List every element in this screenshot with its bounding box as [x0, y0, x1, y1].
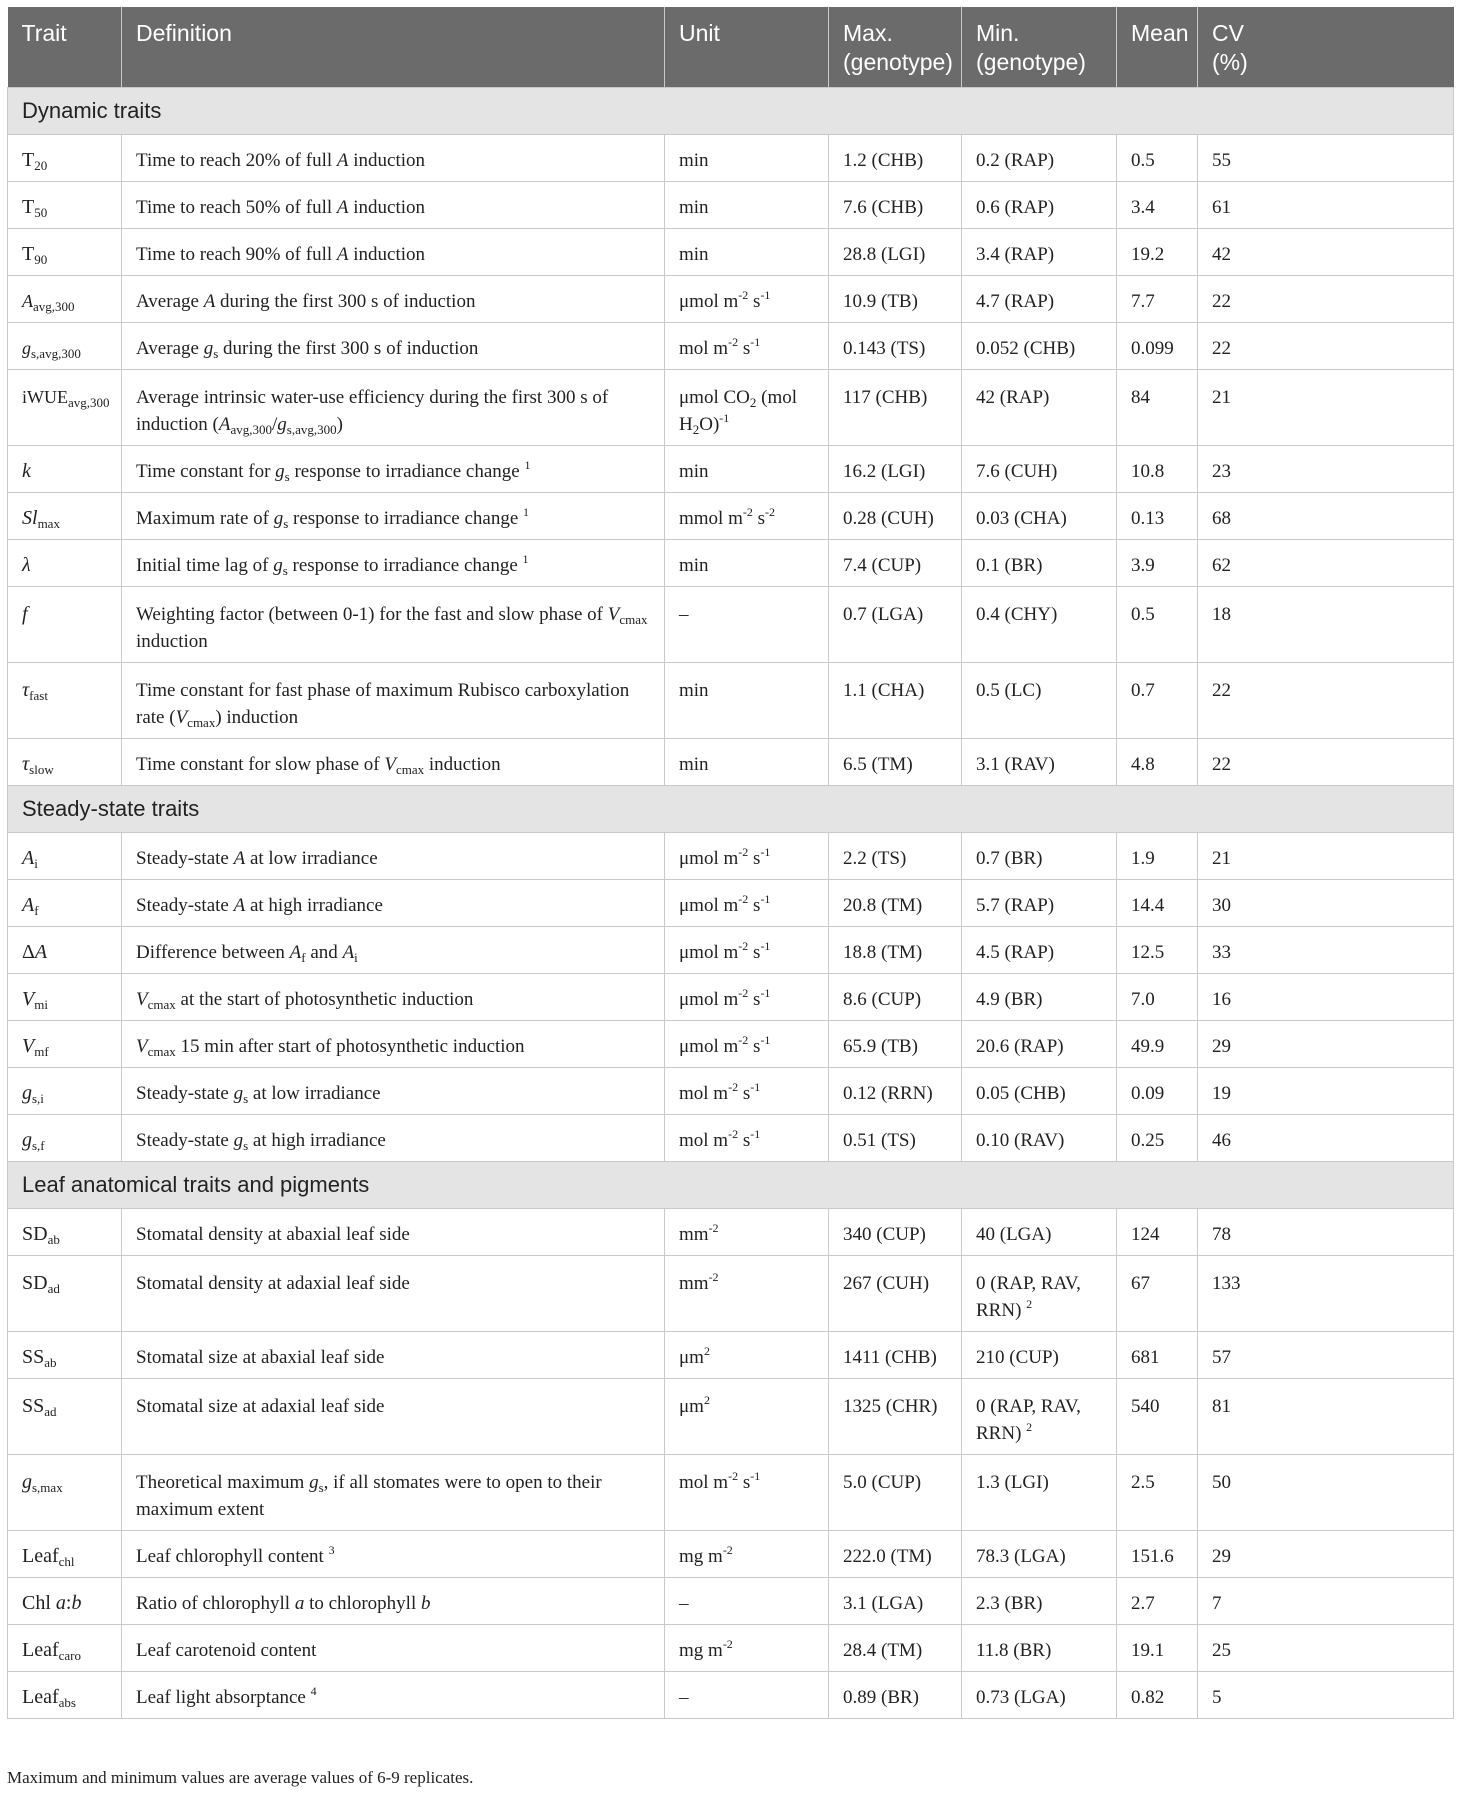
table-row	[8, 1625, 1454, 1672]
definition-cell: Time constant for slow phase of $V_{cmax}$ induction	[122, 739, 665, 786]
trait-cell: k	[8, 446, 122, 493]
unit-cell: mol $m^{-2}$ $s^{-1}$	[665, 1455, 829, 1531]
definition-cell: Steady-state A at low irradiance	[122, 833, 665, 880]
trait-cell: $SD_{ad}$	[8, 1256, 122, 1332]
mean-cell: 0.5	[1117, 135, 1198, 182]
table-row	[8, 587, 1454, 663]
max-cell: 0.28 (CUH)	[829, 493, 962, 540]
table-row	[8, 833, 1454, 880]
max-cell: 1325 (CHR)	[829, 1379, 962, 1455]
definition-cell: Average A during the first 300 s of induction	[122, 276, 665, 323]
header-row	[8, 7, 1454, 88]
trait-cell: $V_{mf}$	[8, 1021, 122, 1068]
unit-cell: μmol $m^{-2}$ $s^{-1}$	[665, 276, 829, 323]
table-row	[8, 1068, 1454, 1115]
table-row	[8, 1455, 1454, 1531]
max-cell: 20.8 (TM)	[829, 880, 962, 927]
section-title: Leaf anatomical traits and pigments	[8, 1162, 1454, 1209]
unit-cell: min	[665, 182, 829, 229]
min-cell: 3.1 (RAV)	[962, 739, 1117, 786]
table-row	[8, 927, 1454, 974]
unit-cell: min	[665, 540, 829, 587]
mean-cell: 19.1	[1117, 1625, 1198, 1672]
cv-cell: 57	[1198, 1332, 1454, 1379]
cv-cell: 42	[1198, 229, 1454, 276]
max-cell: 340 (CUP)	[829, 1209, 962, 1256]
unit-cell: μmol $m^{-2}$ $s^{-1}$	[665, 1021, 829, 1068]
unit-cell: μmol $m^{-2}$ $s^{-1}$	[665, 927, 829, 974]
mean-cell: 2.7	[1117, 1578, 1198, 1625]
max-cell: 7.6 (CHB)	[829, 182, 962, 229]
min-cell: 0.73 (LGA)	[962, 1672, 1117, 1719]
mean-cell: 3.9	[1117, 540, 1198, 587]
mean-cell: 540	[1117, 1379, 1198, 1455]
min-cell: 0.7 (BR)	[962, 833, 1117, 880]
trait-cell: $SS_{ab}$	[8, 1332, 122, 1379]
table-row	[8, 323, 1454, 370]
mean-cell: 1.9	[1117, 833, 1198, 880]
header-cell: Definition	[122, 7, 665, 88]
unit-cell: $mm^{-2}$	[665, 1256, 829, 1332]
min-cell: 0.1 (BR)	[962, 540, 1117, 587]
cv-cell: 25	[1198, 1625, 1454, 1672]
table-row	[8, 229, 1454, 276]
table-row	[8, 974, 1454, 1021]
cv-cell: 50	[1198, 1455, 1454, 1531]
mean-cell: 0.7	[1117, 663, 1198, 739]
unit-cell: mmol $m^{-2}$ $s^{-2}$	[665, 493, 829, 540]
mean-cell: 681	[1117, 1332, 1198, 1379]
table-row	[8, 739, 1454, 786]
cv-cell: 133	[1198, 1256, 1454, 1332]
min-cell: 0.10 (RAV)	[962, 1115, 1117, 1162]
cv-cell: 30	[1198, 880, 1454, 927]
cv-cell: 21	[1198, 833, 1454, 880]
cv-cell: 78	[1198, 1209, 1454, 1256]
max-cell: 117 (CHB)	[829, 370, 962, 446]
unit-cell: mol $m^{-2}$ $s^{-1}$	[665, 1115, 829, 1162]
header-cell: Max. (genotype)	[829, 7, 962, 88]
mean-cell: 0.09	[1117, 1068, 1198, 1115]
section-header-row	[8, 1162, 1454, 1209]
min-cell: 0.2 (RAP)	[962, 135, 1117, 182]
trait-cell: Leaf$_{chl}$	[8, 1531, 122, 1578]
trait-cell: $g_{s,i}$	[8, 1068, 122, 1115]
cv-cell: 22	[1198, 739, 1454, 786]
unit-cell: μmol $CO_2$ (mol $H_2O)^{-1}$	[665, 370, 829, 446]
max-cell: 10.9 (TB)	[829, 276, 962, 323]
unit-cell: min	[665, 739, 829, 786]
min-cell: 0.4 (CHY)	[962, 587, 1117, 663]
unit-cell: –	[665, 1672, 829, 1719]
cv-cell: 81	[1198, 1379, 1454, 1455]
min-cell: 4.5 (RAP)	[962, 927, 1117, 974]
cv-cell: 22	[1198, 663, 1454, 739]
trait-cell: Leaf$_{abs}$	[8, 1672, 122, 1719]
max-cell: 3.1 (LGA)	[829, 1578, 962, 1625]
header-cell: Trait	[8, 7, 122, 88]
definition-cell: Stomatal size at abaxial leaf side	[122, 1332, 665, 1379]
header-cell: Unit	[665, 7, 829, 88]
trait-summary-table-container	[7, 7, 1453, 1719]
unit-cell: μmol $m^{-2}$ $s^{-1}$	[665, 833, 829, 880]
max-cell: 28.4 (TM)	[829, 1625, 962, 1672]
max-cell: 0.7 (LGA)	[829, 587, 962, 663]
table-row	[8, 370, 1454, 446]
trait-cell: $T_{90}$	[8, 229, 122, 276]
definition-cell: Steady-state A at high irradiance	[122, 880, 665, 927]
cv-cell: 55	[1198, 135, 1454, 182]
min-cell: 11.8 (BR)	[962, 1625, 1117, 1672]
unit-cell: $\mu m^2$	[665, 1332, 829, 1379]
min-cell: 0 (RAP, RAV, RRN) $^2$	[962, 1379, 1117, 1455]
definition-cell: Stomatal density at adaxial leaf side	[122, 1256, 665, 1332]
trait-cell: $SD_{ab}$	[8, 1209, 122, 1256]
definition-cell: Time to reach 90% of full A induction	[122, 229, 665, 276]
unit-cell: –	[665, 587, 829, 663]
cv-cell: 7	[1198, 1578, 1454, 1625]
definition-cell: Average intrinsic water-use efficiency during the first 300 s of induction $(A_{avg,300}/g_{s,avg,300})$	[122, 370, 665, 446]
min-cell: 3.4 (RAP)	[962, 229, 1117, 276]
mean-cell: 0.13	[1117, 493, 1198, 540]
unit-cell: mg $m^{-2}$	[665, 1625, 829, 1672]
min-cell: 0.03 (CHA)	[962, 493, 1117, 540]
table-row	[8, 1531, 1454, 1578]
min-cell: 7.6 (CUH)	[962, 446, 1117, 493]
cv-cell: 16	[1198, 974, 1454, 1021]
max-cell: 1411 (CHB)	[829, 1332, 962, 1379]
trait-cell: iWUE$_{avg,300}$	[8, 370, 122, 446]
cv-cell: 29	[1198, 1021, 1454, 1068]
table-row	[8, 1672, 1454, 1719]
definition-cell: Stomatal density at abaxial leaf side	[122, 1209, 665, 1256]
definition-cell: $V_{cmax}$ at the start of photosynthetic induction	[122, 974, 665, 1021]
min-cell: 210 (CUP)	[962, 1332, 1117, 1379]
header-cell: CV (%)	[1198, 7, 1454, 88]
max-cell: 5.0 (CUP)	[829, 1455, 962, 1531]
header-cell: Min. (genotype)	[962, 7, 1117, 88]
trait-cell: $V_{mi}$	[8, 974, 122, 1021]
trait-cell: $\tau_{slow}$	[8, 739, 122, 786]
definition-cell: Ratio of chlorophyll a to chlorophyll b	[122, 1578, 665, 1625]
min-cell: 2.3 (BR)	[962, 1578, 1117, 1625]
mean-cell: 2.5	[1117, 1455, 1198, 1531]
cv-cell: 33	[1198, 927, 1454, 974]
table-body	[8, 88, 1454, 1719]
table-header	[8, 7, 1454, 88]
min-cell: 0 (RAP, RAV, RRN) $^2$	[962, 1256, 1117, 1332]
cv-cell: 29	[1198, 1531, 1454, 1578]
table-row	[8, 135, 1454, 182]
trait-summary-table	[7, 7, 1454, 1719]
cv-cell: 61	[1198, 182, 1454, 229]
definition-cell: Weighting factor (between 0-1) for the fast and slow phase of $V_{cmax}$ induction	[122, 587, 665, 663]
trait-cell: $A_f$	[8, 880, 122, 927]
trait-cell: $g_{s,max}$	[8, 1455, 122, 1531]
unit-cell: mol $m^{-2}$ $s^{-1}$	[665, 1068, 829, 1115]
max-cell: 7.4 (CUP)	[829, 540, 962, 587]
mean-cell: 4.8	[1117, 739, 1198, 786]
cv-cell: 18	[1198, 587, 1454, 663]
mean-cell: 0.82	[1117, 1672, 1198, 1719]
max-cell: 16.2 (LGI)	[829, 446, 962, 493]
mean-cell: 10.8	[1117, 446, 1198, 493]
trait-cell: $\tau_{fast}$	[8, 663, 122, 739]
definition-cell: Time to reach 20% of full A induction	[122, 135, 665, 182]
min-cell: 0.052 (CHB)	[962, 323, 1117, 370]
min-cell: 78.3 (LGA)	[962, 1531, 1117, 1578]
cv-cell: 22	[1198, 323, 1454, 370]
table-row	[8, 1379, 1454, 1455]
definition-cell: Difference between $A_f$ and $A_i$	[122, 927, 665, 974]
unit-cell: min	[665, 229, 829, 276]
unit-cell: μmol $m^{-2}$ $s^{-1}$	[665, 880, 829, 927]
trait-cell: $Sl_{max}$	[8, 493, 122, 540]
max-cell: 2.2 (TS)	[829, 833, 962, 880]
cv-cell: 22	[1198, 276, 1454, 323]
mean-cell: 151.6	[1117, 1531, 1198, 1578]
trait-cell: $SS_{ad}$	[8, 1379, 122, 1455]
unit-cell: –	[665, 1578, 829, 1625]
max-cell: 267 (CUH)	[829, 1256, 962, 1332]
definition-cell: Theoretical maximum $g_s$, if all stomates were to open to their maximum extent	[122, 1455, 665, 1531]
unit-cell: min	[665, 135, 829, 182]
cv-cell: 46	[1198, 1115, 1454, 1162]
trait-cell: ΔA	[8, 927, 122, 974]
unit-cell: mol $m^{-2}$ $s^{-1}$	[665, 323, 829, 370]
mean-cell: 84	[1117, 370, 1198, 446]
definition-cell: $V_{cmax}$ 15 min after start of photosynthetic induction	[122, 1021, 665, 1068]
table-row	[8, 540, 1454, 587]
max-cell: 222.0 (TM)	[829, 1531, 962, 1578]
min-cell: 20.6 (RAP)	[962, 1021, 1117, 1068]
table-row	[8, 493, 1454, 540]
definition-cell: Maximum rate of $g_s$ response to irradiance change $^1$	[122, 493, 665, 540]
min-cell: 0.05 (CHB)	[962, 1068, 1117, 1115]
table-row	[8, 446, 1454, 493]
unit-cell: mg $m^{-2}$	[665, 1531, 829, 1578]
definition-cell: Steady-state $g_s$ at low irradiance	[122, 1068, 665, 1115]
unit-cell: min	[665, 446, 829, 493]
min-cell: 40 (LGA)	[962, 1209, 1117, 1256]
table-row	[8, 1578, 1454, 1625]
mean-cell: 7.7	[1117, 276, 1198, 323]
definition-cell: Time constant for fast phase of maximum Rubisco carboxylation rate $(V_{cmax})$ induction	[122, 663, 665, 739]
definition-cell: Steady-state $g_s$ at high irradiance	[122, 1115, 665, 1162]
cv-cell: 21	[1198, 370, 1454, 446]
max-cell: 1.1 (CHA)	[829, 663, 962, 739]
unit-cell: μmol $m^{-2}$ $s^{-1}$	[665, 974, 829, 1021]
table-row	[8, 276, 1454, 323]
mean-cell: 0.099	[1117, 323, 1198, 370]
mean-cell: 3.4	[1117, 182, 1198, 229]
min-cell: 5.7 (RAP)	[962, 880, 1117, 927]
definition-cell: Initial time lag of $g_s$ response to irradiance change $^1$	[122, 540, 665, 587]
max-cell: 0.143 (TS)	[829, 323, 962, 370]
unit-cell: min	[665, 663, 829, 739]
section-header-row	[8, 786, 1454, 833]
definition-cell: Time to reach 50% of full A induction	[122, 182, 665, 229]
trait-cell: $g_{s,avg,300}$	[8, 323, 122, 370]
cv-cell: 5	[1198, 1672, 1454, 1719]
definition-cell: Leaf light absorptance $^4$	[122, 1672, 665, 1719]
min-cell: 4.7 (RAP)	[962, 276, 1117, 323]
max-cell: 18.8 (TM)	[829, 927, 962, 974]
definition-cell: Leaf carotenoid content	[122, 1625, 665, 1672]
header-cell: Mean	[1117, 7, 1198, 88]
min-cell: 42 (RAP)	[962, 370, 1117, 446]
max-cell: 0.89 (BR)	[829, 1672, 962, 1719]
definition-cell: Time constant for $g_s$ response to irradiance change $^1$	[122, 446, 665, 493]
section-header-row	[8, 88, 1454, 135]
table-footnote: Maximum and minimum values are average values of 6-9 replicates.	[7, 1768, 474, 1787]
max-cell: 1.2 (CHB)	[829, 135, 962, 182]
max-cell: 28.8 (LGI)	[829, 229, 962, 276]
max-cell: 0.12 (RRN)	[829, 1068, 962, 1115]
definition-cell: Leaf chlorophyll content $^3$	[122, 1531, 665, 1578]
mean-cell: 14.4	[1117, 880, 1198, 927]
unit-cell: $mm^{-2}$	[665, 1209, 829, 1256]
definition-cell: Average $g_s$ during the first 300 s of induction	[122, 323, 665, 370]
trait-cell: Chl a:b	[8, 1578, 122, 1625]
trait-cell: $T_{20}$	[8, 135, 122, 182]
trait-cell: $g_{s,f}$	[8, 1115, 122, 1162]
cv-cell: 19	[1198, 1068, 1454, 1115]
max-cell: 6.5 (TM)	[829, 739, 962, 786]
mean-cell: 0.25	[1117, 1115, 1198, 1162]
table-row	[8, 1332, 1454, 1379]
mean-cell: 67	[1117, 1256, 1198, 1332]
cv-cell: 68	[1198, 493, 1454, 540]
max-cell: 0.51 (TS)	[829, 1115, 962, 1162]
table-row	[8, 1115, 1454, 1162]
min-cell: 4.9 (BR)	[962, 974, 1117, 1021]
max-cell: 65.9 (TB)	[829, 1021, 962, 1068]
max-cell: 8.6 (CUP)	[829, 974, 962, 1021]
table-row	[8, 1021, 1454, 1068]
section-title: Steady-state traits	[8, 786, 1454, 833]
min-cell: 0.6 (RAP)	[962, 182, 1117, 229]
trait-cell: $A_i$	[8, 833, 122, 880]
cv-cell: 23	[1198, 446, 1454, 493]
mean-cell: 124	[1117, 1209, 1198, 1256]
unit-cell: $\mu m^2$	[665, 1379, 829, 1455]
mean-cell: 12.5	[1117, 927, 1198, 974]
trait-cell: f	[8, 587, 122, 663]
cv-cell: 62	[1198, 540, 1454, 587]
min-cell: 1.3 (LGI)	[962, 1455, 1117, 1531]
table-row	[8, 1209, 1454, 1256]
trait-cell: λ	[8, 540, 122, 587]
definition-cell: Stomatal size at adaxial leaf side	[122, 1379, 665, 1455]
mean-cell: 19.2	[1117, 229, 1198, 276]
mean-cell: 0.5	[1117, 587, 1198, 663]
trait-cell: $T_{50}$	[8, 182, 122, 229]
table-row	[8, 182, 1454, 229]
table-row	[8, 663, 1454, 739]
mean-cell: 7.0	[1117, 974, 1198, 1021]
mean-cell: 49.9	[1117, 1021, 1198, 1068]
section-title: Dynamic traits	[8, 88, 1454, 135]
table-row	[8, 1256, 1454, 1332]
table-row	[8, 880, 1454, 927]
trait-cell: Leaf$_{caro}$	[8, 1625, 122, 1672]
min-cell: 0.5 (LC)	[962, 663, 1117, 739]
trait-cell: $A_{avg,300}$	[8, 276, 122, 323]
